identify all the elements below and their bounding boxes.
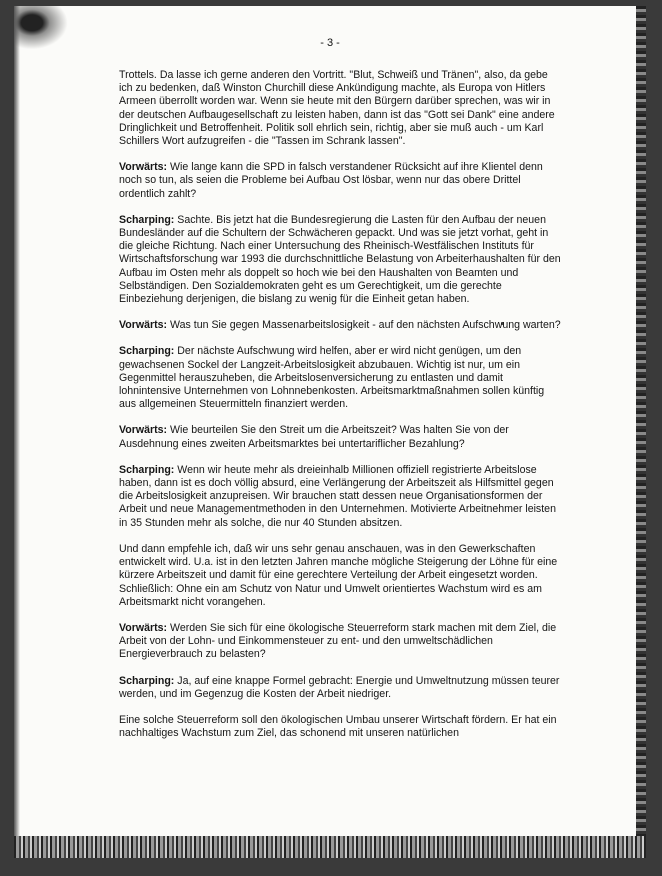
- speaker-label: Vorwärts:: [119, 161, 168, 174]
- document-page: [14, 6, 646, 858]
- interview-text: [119, 69, 564, 753]
- paragraph: [119, 543, 564, 609]
- page-number: - 3 -: [320, 37, 340, 49]
- paragraph-text: Der nächste Aufschwung wird helfen, aber er wird nicht genügen, um den gewachsenen Sockel der Langzeit-Arbeitslosigkeit abzubauen. Wichtig ist nur, um ein Gegenmittel herauszuheben, die Arbeitslosenversicherung zu entlasten und damit lohnintensive Unternehmen von Lohnnebenkosten. Arbeitsmarktmaßnahmen sollen künftig aus allgemeinen Steuermitteln finanziert werden.: [119, 345, 545, 411]
- paragraph: [119, 214, 564, 306]
- paragraph: [119, 345, 564, 411]
- speaker-label: Scharping:: [119, 674, 175, 687]
- paragraph: [119, 161, 564, 201]
- paragraph-text: Was tun Sie gegen Massenarbeitslosigkeit - auf den nächsten Aufschwung warten?: [170, 319, 561, 332]
- paragraph: [119, 622, 564, 662]
- paragraph: [119, 675, 564, 701]
- speaker-label: Scharping:: [119, 463, 175, 476]
- paragraph: [119, 424, 564, 450]
- paragraph: [119, 714, 564, 740]
- paragraph-text: Eine solche Steuerreform soll den ökologischen Umbau unserer Wirtschaft fördern. Er hat ein nachhaltiges Wachstum zum Ziel, das schonend mit unseren natürlichen: [119, 713, 557, 740]
- paragraph-text: Werden Sie sich für eine ökologische Steuerreform stark machen mit dem Ziel, die Arbeit von der Lohn- und Einkommensteuer zu ent- und den umweltschädlichen Energieverbrauch zu belasten?: [119, 621, 557, 661]
- scan-edge-bottom: [14, 836, 646, 858]
- paragraph: [119, 464, 564, 530]
- paragraph-text: Ja, auf eine knappe Formel gebracht: Energie und Umweltnutzung müssen teurer werden, und im Gegenzug die Kosten der Arbeit niedriger.: [119, 674, 560, 700]
- paragraph-text: Und dann empfehle ich, daß wir uns sehr genau anschauen, was in den Gewerkschaften entwickelt wird. U.a. ist in den letzten Jahren manche mögliche Steigerung der Löhne für eine kürzere Arbeitszeit und damit für eine gerechtere Verteilung der Arbeit eingesetzt worden. Schließlich: Ohne ein am Schutz von Natur und Umwelt orientiertes Wachstum wird es am Arbeitsmarkt nicht vorangehen.: [119, 542, 558, 608]
- speaker-label: Vorwärts:: [119, 319, 168, 332]
- scan-edge-right: [636, 6, 646, 858]
- paragraph-text: Wie lange kann die SPD in falsch verstandener Rücksicht auf ihre Klientel denn noch so tun, als seien die Probleme bei Aufbau Ost lösbar, wenn nur das obere Drittel ordentlich zahlt?: [119, 161, 543, 200]
- paragraph-text: Wenn wir heute mehr als dreieinhalb Millionen offiziell registrierte Arbeitslose haben, dann ist es doch völlig absurd, eine Verlängerung der Arbeitszeit als Hilfsmittel gegen die Arbeitslosigkeit anzupreisen. Wir brauchen statt dessen neue Organisationsformen der Arbeit und neue Managementmethoden in den Unternehmen. Motivierte Arbeitnehmer leisten in 35 Stunden mehr als solche, die nur 40 Stunden absitzen.: [119, 463, 556, 529]
- paragraph: [119, 69, 564, 148]
- speaker-label: Scharping:: [119, 345, 175, 358]
- paragraph: [119, 319, 564, 332]
- paragraph-text: Trottels. Da lasse ich gerne anderen den Vortritt. "Blut, Schweiß und Tränen", also, da gebe ich zu bedenken, daß Winston Churchill diese Ankündigung machte, als Europa von Hitlers Armeen überrollt worden war. Wenn sie heute mit den Bürgern darüber sprechen, was wir in der deutschen Aufbaugesellschaft zu leisten haben, dann ist das "Gott sei Dank" eine andere Dringlichkeit und Betroffenheit. Politik soll ehrlich sein, richtig, aber sie muß auch - um Karl Schillers Wort aufzugreifen - die "Tassen im Schrank lassen".: [119, 69, 555, 148]
- speaker-label: Vorwärts:: [119, 621, 168, 634]
- scan-edge-left: [14, 6, 20, 858]
- speaker-label: Scharping:: [119, 213, 175, 226]
- paragraph-text: Wie beurteilen Sie den Streit um die Arbeitszeit? Was halten Sie von der Ausdehnung eines zweiten Arbeitsmarktes bei untertariflicher Bezahlung?: [119, 424, 509, 450]
- paragraph-text: Sachte. Bis jetzt hat die Bundesregierung die Lasten für den Aufbau der neuen Bundesländer auf die Schultern der Schwächeren gepackt. Und was sie jetzt vorhat, geht in die gleiche Richtung. Nach einer Untersuchung des Rheinisch-Westfälischen Instituts für Wirtschaftsforschung war 1993 die durchschnittliche Belastung von Arbeiterhaushalten für den Aufbau im Osten mehr als doppelt so hoch wie bei den Haushalten von Beamten und Selbständigen. Den Sozialdemokraten geht es um Gerechtigkeit, um die gerechte Einbeziehung derjenigen, die bislang zu wenig für die Einheit getan haben.: [119, 213, 561, 306]
- speaker-label: Vorwärts:: [119, 424, 168, 437]
